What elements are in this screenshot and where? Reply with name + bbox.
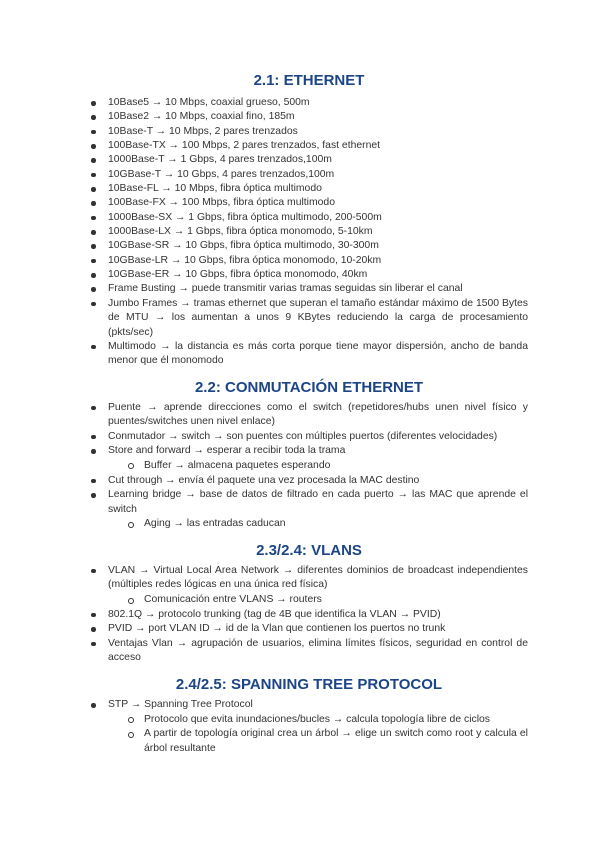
bullet-list [90,96,528,369]
document-content [90,66,528,756]
list-item: Cut through → envía él paquete una vez procesada la MAC destino [90,474,528,489]
list-item: 10Base2 → 10 Mbps, coaxial fino, 185m [90,110,528,124]
list-item: 10GBase-ER → 10 Gbps, fibra óptica monomodo, 40km [90,268,528,282]
list-item: PVID → port VLAN ID → id de la Vlan que contienen los puertos no trunk [90,622,528,637]
section-vlans [90,542,528,666]
section-heading: 2.4/2.5: SPANNING TREE PROTOCOL [175,676,443,694]
list-item: 10GBase-SR → 10 Gbps, fibra óptica multimodo, 30-300m [90,239,528,253]
list-item: STP → Spanning Tree Protocol [90,698,528,713]
list-item: Multimodo → la distancia es más corta porque tiene mayor dispersión, ancho de banda menor que él monomodo [90,340,528,369]
list-item: 802.1Q → protocolo trunking (tag de 4B que identifica la VLAN → PVID) [90,608,528,623]
sub-list-item: Aging → las entradas caducan [90,517,528,532]
list-item: 1000Base-T → 1 Gbps, 4 pares trenzados,100m [90,153,528,167]
list-item: Frame Busting → puede transmitir varias tramas seguidas sin liberar el canal [90,282,528,296]
list-item: 1000Base-LX → 1 Gbps, fibra óptica monomodo, 5-10km [90,225,528,239]
list-item: Conmutador → switch → son puentes con múltiples puertos (diferentes velocidades) [90,430,528,445]
list-item: Ventajas Vlan → agrupación de usuarios, elimina límites físicos, seguridad en control de acceso [90,637,528,666]
list-item: 10Base-T → 10 Mbps, 2 pares trenzados [90,125,528,139]
list-item: 10Base-FL → 10 Mbps, fibra óptica multimodo [90,182,528,196]
list-item: 1000Base-SX → 1 Gbps, fibra óptica multimodo, 200-500m [90,211,528,225]
list-item: 10Base5 → 10 Mbps, coaxial grueso, 500m [90,96,528,110]
bullet-list [90,564,528,666]
section-heading: 2.3/2.4: VLANS [256,541,362,559]
section-heading: 2.2: CONMUTACIÓN ETHERNET [194,378,424,396]
list-item: Jumbo Frames → tramas ethernet que superan el tamaño estándar máximo de 1500 Bytes de MTU → los aumentan a unos 9 KBytes reduciendo la carga de procesamiento (pkts/sec) [90,297,528,340]
list-item: 100Base-FX → 100 Mbps, fibra óptica multimodo [90,196,528,210]
list-item: VLAN → Virtual Local Area Network → diferentes dominios de broadcast independientes (múltiples redes lógicas en una única red física) [90,564,528,593]
list-item: 10GBase-LR → 10 Gbps, fibra óptica monomodo, 10-20km [90,254,528,268]
list-item: Puente → aprende direcciones como el switch (repetidores/hubs unen nivel físico y puentes/switches unen nivel enlace) [90,401,528,430]
section-heading: 2.1: ETHERNET [253,72,365,89]
sub-list-item: A partir de topología original crea un árbol → elige un switch como root y calcula el árbol resultante [90,727,528,756]
list-item: 100Base-TX → 100 Mbps, 2 pares trenzados, fast ethernet [90,139,528,153]
section-conmutacion-ethernet [90,379,528,532]
list-item: Learning bridge → base de datos de filtrado en cada puerto → las MAC que aprende el switch [90,488,528,517]
bullet-list [90,698,528,756]
sub-list-item: Protocolo que evita inundaciones/bucles → calcula topología libre de ciclos [90,713,528,728]
list-item: Store and forward → esperar a recibir toda la trama [90,444,528,459]
sub-list-item: Buffer → almacena paquetes esperando [90,459,528,474]
section-ethernet [90,72,528,369]
section-spanning-tree-protocol [90,676,528,756]
list-item: 10GBase-T → 10 Gbps, 4 pares trenzados,100m [90,168,528,182]
bullet-list [90,401,528,532]
sub-list-item: Comunicación entre VLANS → routers [90,593,528,608]
